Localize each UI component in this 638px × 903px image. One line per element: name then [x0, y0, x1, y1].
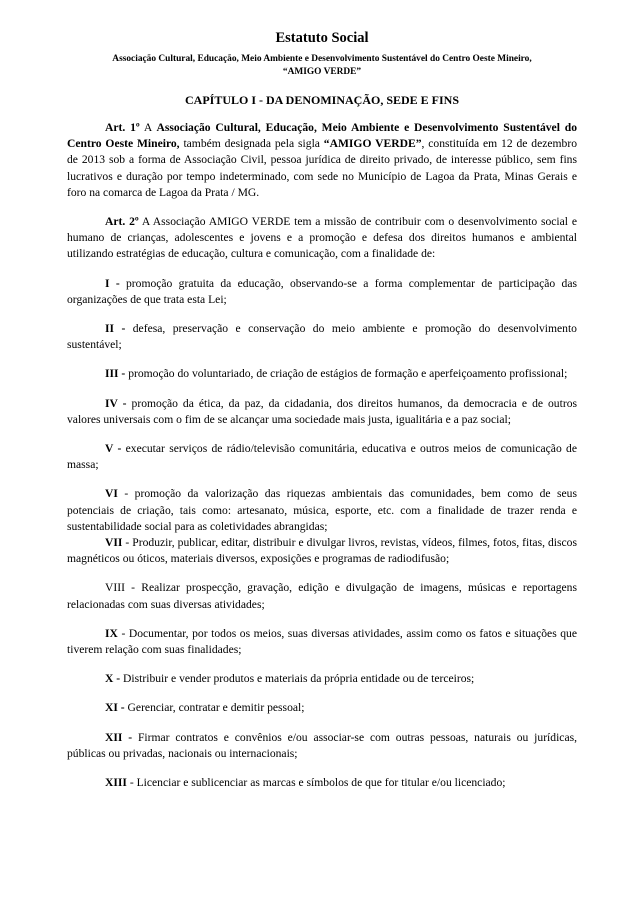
article-1-mid: também designada pela sigla	[179, 137, 324, 151]
item-v	[67, 441, 577, 473]
item-iii	[67, 366, 577, 382]
item-text: - Documentar, por todos os meios, suas diversas atividades, assim como os fatos e situações que tiverem relação com suas finalidades;	[67, 626, 577, 657]
item-number: II -	[105, 322, 126, 336]
item-number: IX	[105, 626, 118, 640]
item-text: Distribuir e vender produtos e materiais da própria entidade ou de terceiros;	[120, 672, 475, 686]
subtitle-line-2: “AMIGO VERDE”	[282, 66, 362, 77]
association-name: Associação Cultural, Educação, Meio Ambiente e Desenvolvimento Sustentável do Centro Oeste Mineiro,	[67, 121, 577, 151]
item-vi	[67, 486, 577, 535]
item-number: XI -	[105, 701, 125, 715]
item-text: promoção do voluntariado, de criação de estágios de formação e aperfeiçoamento profissional;	[125, 367, 568, 381]
item-xii	[67, 730, 577, 762]
article-2-text: A Associação AMIGO VERDE tem a missão de contribuir com o desenvolvimento social e humano de crianças, adolescentes e jovens e a promoção e defesa dos direitos humanos e ambiental utilizando estratégias de educação, cultura e comunicação, com a finalidade de:	[67, 215, 577, 261]
document-page	[67, 27, 577, 804]
item-number: VIII	[105, 581, 125, 595]
item-number: III -	[105, 367, 126, 381]
item-text: Firmar contratos e convênios e/ou associar-se com outras pessoas, naturais ou jurídicas, públicas ou privadas, nacionais ou internacionais;	[67, 730, 577, 760]
article-1-label: Art. 1º	[105, 121, 140, 134]
article-2-label: Art. 2º	[105, 215, 139, 229]
item-number: X -	[105, 672, 121, 686]
item-text: - Licenciar e sublicenciar as marcas e símbolos de que for titular e/ou licenciado;	[126, 776, 506, 790]
item-number: V -	[105, 442, 122, 456]
subtitle-line-1: Associação Cultural, Educação, Meio Ambiente e Desenvolvimento Sustentável do Centro Oeste Mineiro,	[112, 54, 532, 64]
item-text: promoção gratuita da educação, observando-se a forma complementar de participação das organizações de que trata esta Lei;	[67, 276, 577, 306]
item-vii	[67, 535, 577, 567]
item-text: executar serviços de rádio/televisão comunitária, educativa e outros meios de comunicação de massa;	[67, 442, 577, 472]
document-subtitle	[67, 53, 577, 78]
item-number: VII	[105, 536, 123, 550]
article-2	[67, 214, 577, 263]
item-text: - Produzir, publicar, editar, distribuir e divulgar livros, revistas, vídeos, filmes, fotos, fitas, discos magnéticos ou óticos, materiais diversos, exposições e programas de radiodifusão;	[67, 536, 577, 566]
item-xiii	[67, 775, 577, 791]
item-number: VI	[105, 487, 118, 501]
chapter-heading: CAPÍTULO I - DA DENOMINAÇÃO, SEDE E FINS	[184, 93, 460, 107]
item-text: - promoção da valorização das riquezas ambientais das comunidades, bem como de seus potenciais de criação, tais como: artesanato, música, esporte, etc. com a finalidade de trazer renda e sustentabilidade social para as coletividades abrangidas;	[67, 487, 577, 533]
item-text: promoção da ética, da paz, da cidadania, dos direitos humanos, da democracia e de outros valores universais com o fim de se alcançar uma sociedade mais justa, igualitária e a paz social;	[67, 396, 577, 426]
item-i	[67, 276, 577, 308]
article-1	[67, 120, 577, 201]
item-text: defesa, preservação e conservação do meio ambiente e promoção do desenvolvimento sustentável;	[67, 322, 577, 352]
item-ix	[67, 626, 577, 658]
item-text: Gerenciar, contratar e demitir pessoal;	[124, 701, 305, 715]
item-number: I -	[105, 276, 120, 290]
item-ii	[67, 321, 577, 353]
article-1-text: , constituída em 12 de dezembro de 2013 sob a forma de Associação Civil, pessoa jurídica de direito privado, de interesse público, sem fins lucrativos e duração por tempo indeterminado, com sede no Município de Lagoa da Prata, Minas Gerais e foro na comarca de Lagoa da Prata / MG.	[67, 137, 577, 199]
item-number: IV -	[105, 396, 127, 410]
item-xi	[67, 700, 577, 716]
association-acronym: “AMIGO VERDE”	[323, 137, 422, 151]
item-number: XIII	[105, 776, 127, 790]
item-iv	[67, 396, 577, 428]
item-number: XII -	[105, 730, 133, 744]
item-text: - Realizar prospecção, gravação, edição e divulgação de imagens, músicas e reportagens relacionadas com suas diversas atividades;	[67, 581, 577, 611]
item-viii	[67, 580, 577, 612]
article-1-pre: A	[139, 121, 157, 134]
document-title: Estatuto Social	[275, 30, 369, 46]
item-x	[67, 671, 577, 687]
